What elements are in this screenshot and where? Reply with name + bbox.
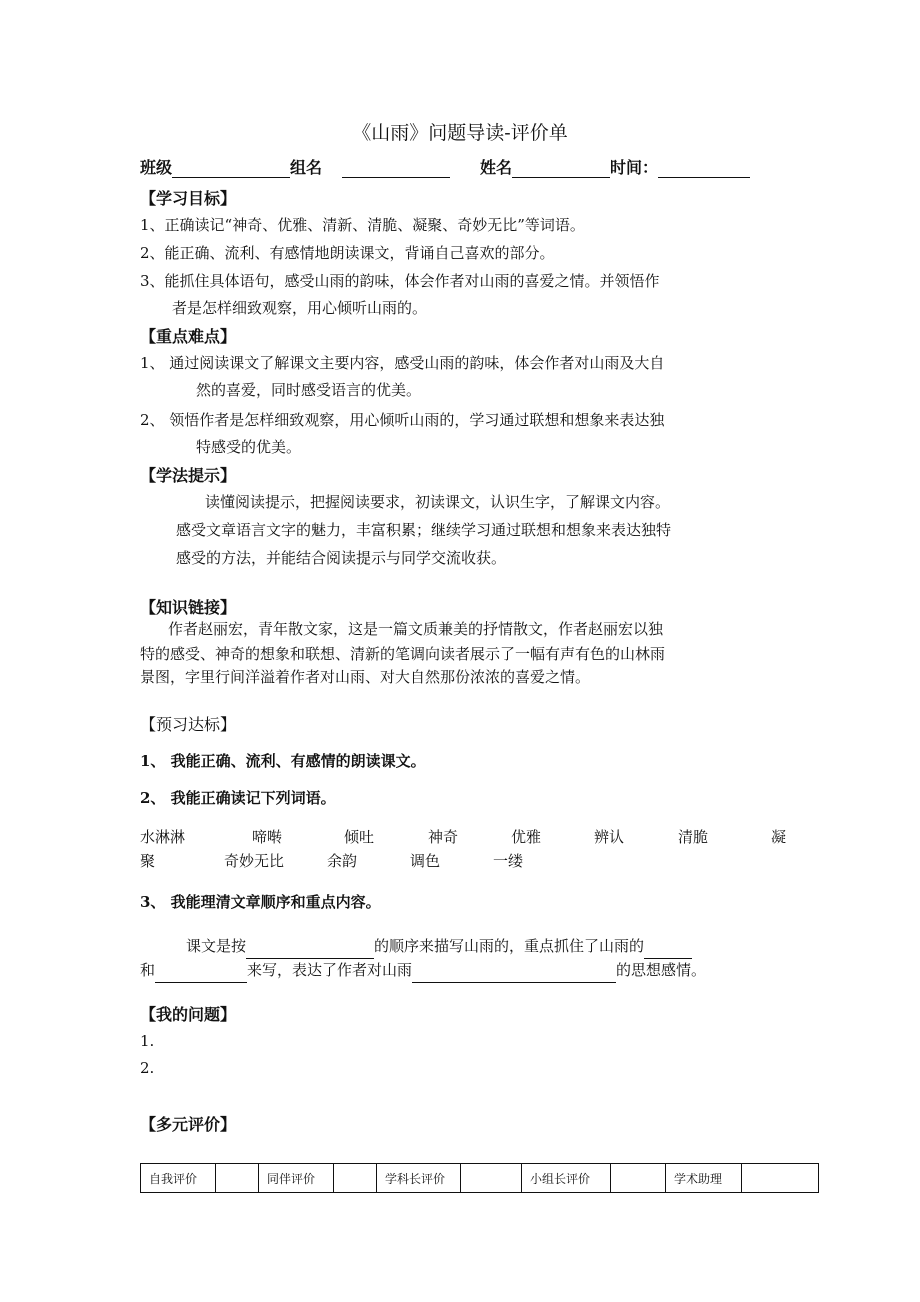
eval-label-assistant: 学术助理 bbox=[666, 1164, 742, 1193]
fill-line-1 bbox=[186, 933, 692, 959]
goal-item: 1、正确读记“神奇、优雅、清新、清脆、凝聚、奇妙无比”等词语。 bbox=[140, 216, 585, 234]
goal-item: 3、能抓住具体语句，感受山雨的韵味，体会作者对山雨的喜爱之情。并领悟作 bbox=[140, 272, 660, 290]
vocab-word: 啼啭 bbox=[252, 828, 283, 846]
key-points-heading: 【重点难点】 bbox=[140, 327, 237, 346]
preview-heading: 【预习达标】 bbox=[140, 715, 237, 734]
vocab-row bbox=[0, 826, 920, 850]
preview-q1: 1、 我能正确、流利、有感情的朗读课文。 bbox=[140, 752, 426, 770]
page-title: 《山雨》问题导读-评价单 bbox=[352, 122, 568, 144]
vocab-word: 一缕 bbox=[493, 852, 524, 870]
fill-text: 的顺序来描写山雨的，重点抓住了山雨的 bbox=[374, 937, 645, 955]
method-line: 感受文章语言文字的魅力，丰富积累；继续学习通过联想和想象来表达独特 bbox=[176, 521, 672, 539]
fill-blank-feeling[interactable] bbox=[412, 967, 616, 983]
time-blank[interactable] bbox=[658, 161, 750, 178]
eval-label-subject-leader: 学科长评价 bbox=[377, 1164, 461, 1193]
vocab-word: 清脆 bbox=[678, 828, 709, 846]
evaluation-row bbox=[141, 1164, 819, 1193]
key-point-item: 2、 领悟作者是怎样细致观察，用心倾听山雨的，学习通过联想和想象来表达独 bbox=[140, 411, 665, 429]
goal-item-continued: 者是怎样细致观察，用心倾听山雨的。 bbox=[172, 299, 428, 317]
evaluation-heading: 【多元评价】 bbox=[140, 1115, 237, 1134]
class-label: 班级 bbox=[140, 158, 173, 177]
eval-label-group-leader: 小组长评价 bbox=[522, 1164, 611, 1193]
class-blank[interactable] bbox=[172, 161, 290, 178]
fill-text: 来写，表达了作者对山雨 bbox=[247, 961, 413, 979]
vocab-word: 辨认 bbox=[594, 828, 625, 846]
eval-label-self: 自我评价 bbox=[141, 1164, 216, 1193]
key-point-item: 1、 通过阅读课文了解课文主要内容，感受山雨的韵味，体会作者对山雨及大自 bbox=[140, 354, 665, 372]
time-label: 时间： bbox=[610, 158, 659, 177]
goals-heading: 【学习目标】 bbox=[140, 189, 237, 208]
vocab-word: 余韵 bbox=[327, 852, 358, 870]
key-point-item-continued: 然的喜爱，同时感受语言的优美。 bbox=[196, 381, 422, 399]
group-label: 组名 bbox=[290, 158, 323, 177]
fill-blank-feature-2[interactable] bbox=[155, 967, 247, 983]
vocab-word: 优雅 bbox=[511, 828, 542, 846]
vocab-word: 倾吐 bbox=[344, 828, 375, 846]
fill-line-2 bbox=[140, 957, 706, 983]
name-blank[interactable] bbox=[512, 161, 610, 178]
question-item: 1. bbox=[140, 1032, 155, 1050]
fill-text: 课文是按 bbox=[186, 937, 247, 955]
vocab-word: 神奇 bbox=[428, 828, 459, 846]
knowledge-heading: 【知识链接】 bbox=[140, 598, 237, 617]
question-item: 2. bbox=[140, 1059, 155, 1077]
vocab-word: 水淋淋 bbox=[140, 828, 186, 846]
fill-text: 的思想感情。 bbox=[616, 961, 707, 979]
vocab-word: 调色 bbox=[410, 852, 441, 870]
vocab-word: 凝 bbox=[771, 828, 787, 846]
vocab-word: 奇妙无比 bbox=[224, 852, 285, 870]
preview-q2: 2、 我能正确读记下列词语。 bbox=[140, 789, 336, 807]
method-line: 读懂阅读提示，把握阅读要求，初读课文，认识生字，了解课文内容。 bbox=[205, 493, 671, 511]
eval-score-cell[interactable] bbox=[216, 1164, 259, 1193]
eval-label-peer: 同伴评价 bbox=[259, 1164, 334, 1193]
goal-item: 2、能正确、流利、有感情地朗读课文，背诵自己喜欢的部分。 bbox=[140, 244, 555, 262]
knowledge-line: 景图，字里行间洋溢着作者对山雨、对大自然那份浓浓的喜爱之情。 bbox=[140, 668, 591, 686]
knowledge-line: 特的感受、神奇的想象和联想、清新的笔调向读者展示了一幅有声有色的山林雨 bbox=[140, 645, 666, 663]
eval-score-cell[interactable] bbox=[334, 1164, 377, 1193]
fill-text: 和 bbox=[140, 961, 156, 979]
key-point-item-continued: 特感受的优美。 bbox=[196, 438, 302, 456]
questions-heading: 【我的问题】 bbox=[140, 1005, 237, 1024]
header-row bbox=[140, 155, 750, 178]
group-blank[interactable] bbox=[342, 161, 450, 178]
eval-score-cell[interactable] bbox=[611, 1164, 666, 1193]
eval-score-cell[interactable] bbox=[461, 1164, 522, 1193]
evaluation-table bbox=[140, 1163, 819, 1193]
vocab-row bbox=[0, 850, 920, 874]
method-heading: 【学法提示】 bbox=[140, 466, 237, 485]
vocab-word: 聚 bbox=[140, 852, 156, 870]
method-line: 感受的方法，并能结合阅读提示与同学交流收获。 bbox=[176, 549, 507, 567]
preview-q3: 3、 我能理清文章顺序和重点内容。 bbox=[140, 893, 381, 911]
eval-score-cell[interactable] bbox=[742, 1164, 819, 1193]
knowledge-line: 作者赵丽宏，青年散文家，这是一篇文质兼美的抒情散文，作者赵丽宏以独 bbox=[168, 620, 664, 638]
name-label: 姓名 bbox=[480, 158, 513, 177]
